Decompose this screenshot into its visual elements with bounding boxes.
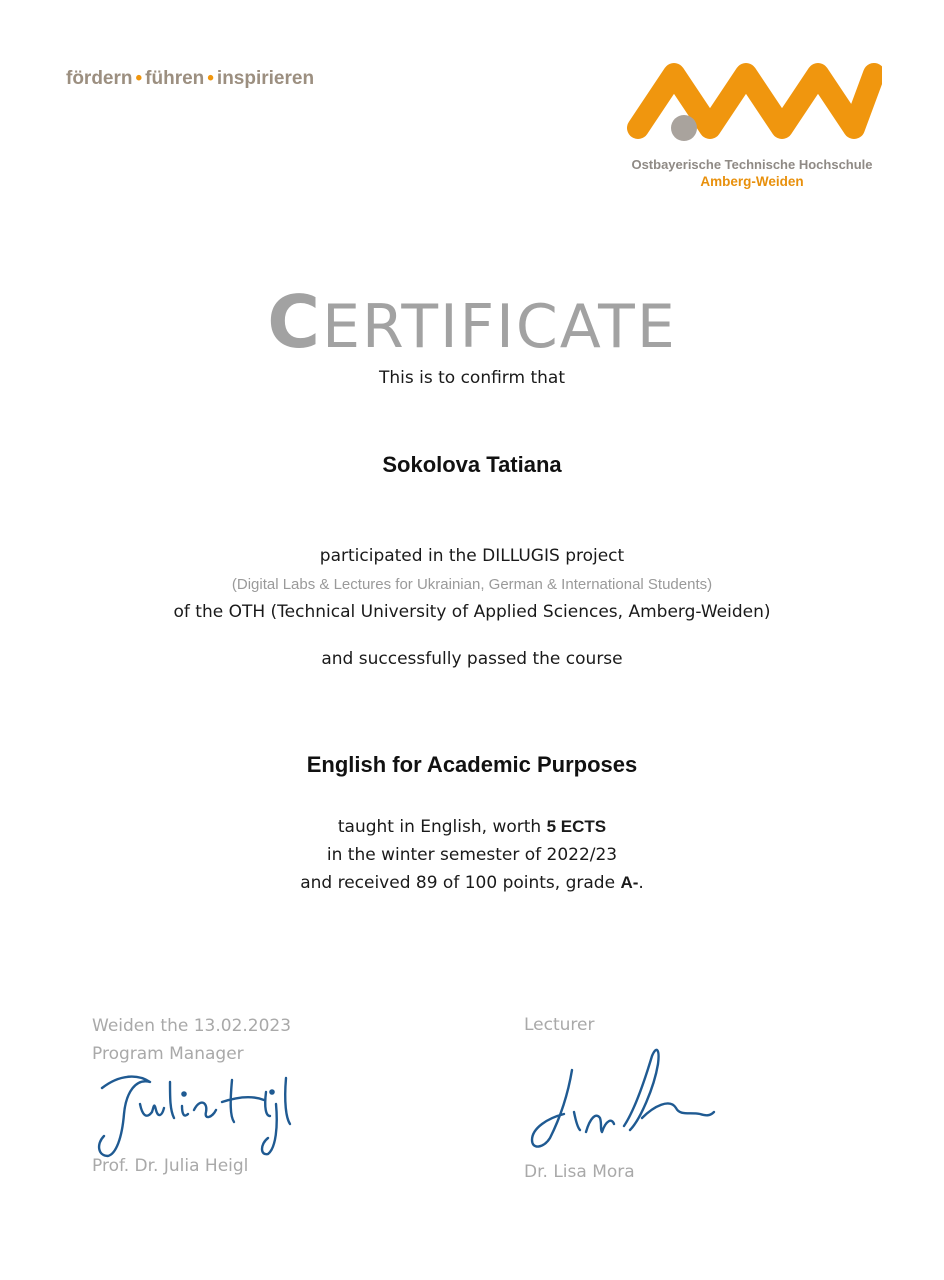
grade-line [0,873,944,893]
logo-mark-icon [622,58,882,158]
program-manager-role: Program Manager [92,1044,244,1064]
lecturer-signature [524,1038,724,1156]
logo-line-2: Amberg-Weiden [700,174,804,189]
slogan-word-1: fördern [66,68,133,89]
program-manager-name: Prof. Dr. Julia Heigl [92,1156,249,1176]
bullet-dot-icon: • [135,68,143,89]
taught-line [0,817,944,837]
course-title: English for Academic Purposes [306,752,638,777]
bullet-dot-icon: • [207,68,214,89]
slogan-word-2: führen [145,68,205,89]
participation-text: participated in the DILLUGIS project [319,546,625,566]
recipient-name: Sokolova Tatiana [382,452,562,477]
title-rest: ERTIFICATE [322,292,677,362]
lecturer-role: Lecturer [524,1015,595,1035]
logo-line-1: Ostbayerische Technische Hochschule [631,157,873,172]
semester-line: in the winter semester of 2022/23 [326,845,618,865]
passed-text: and successfully passed the course [321,649,623,669]
grade-value: A- [620,873,639,892]
lecturer-name: Dr. Lisa Mora [524,1162,635,1182]
certificate-title [0,280,944,369]
ects-value: 5 ECTS [546,817,607,836]
project-subtitle: (Digital Labs & Lectures for Ukrainian, German & International Students) [231,576,713,593]
confirm-text: This is to confirm that [378,368,565,388]
title-initial: C [267,280,323,364]
points-text: and received 89 of 100 points, grade [300,873,621,893]
taught-text: taught in English, worth [337,817,547,837]
slogan-word-3: inspirieren [216,68,315,89]
program-manager-signature [90,1052,310,1164]
points-suffix: . [638,873,644,893]
issue-date: Weiden the 13.02.2023 [92,1016,292,1036]
institution-text: of the OTH (Technical University of Applied Sciences, Amberg-Weiden) [173,602,771,622]
slogan [66,68,314,90]
